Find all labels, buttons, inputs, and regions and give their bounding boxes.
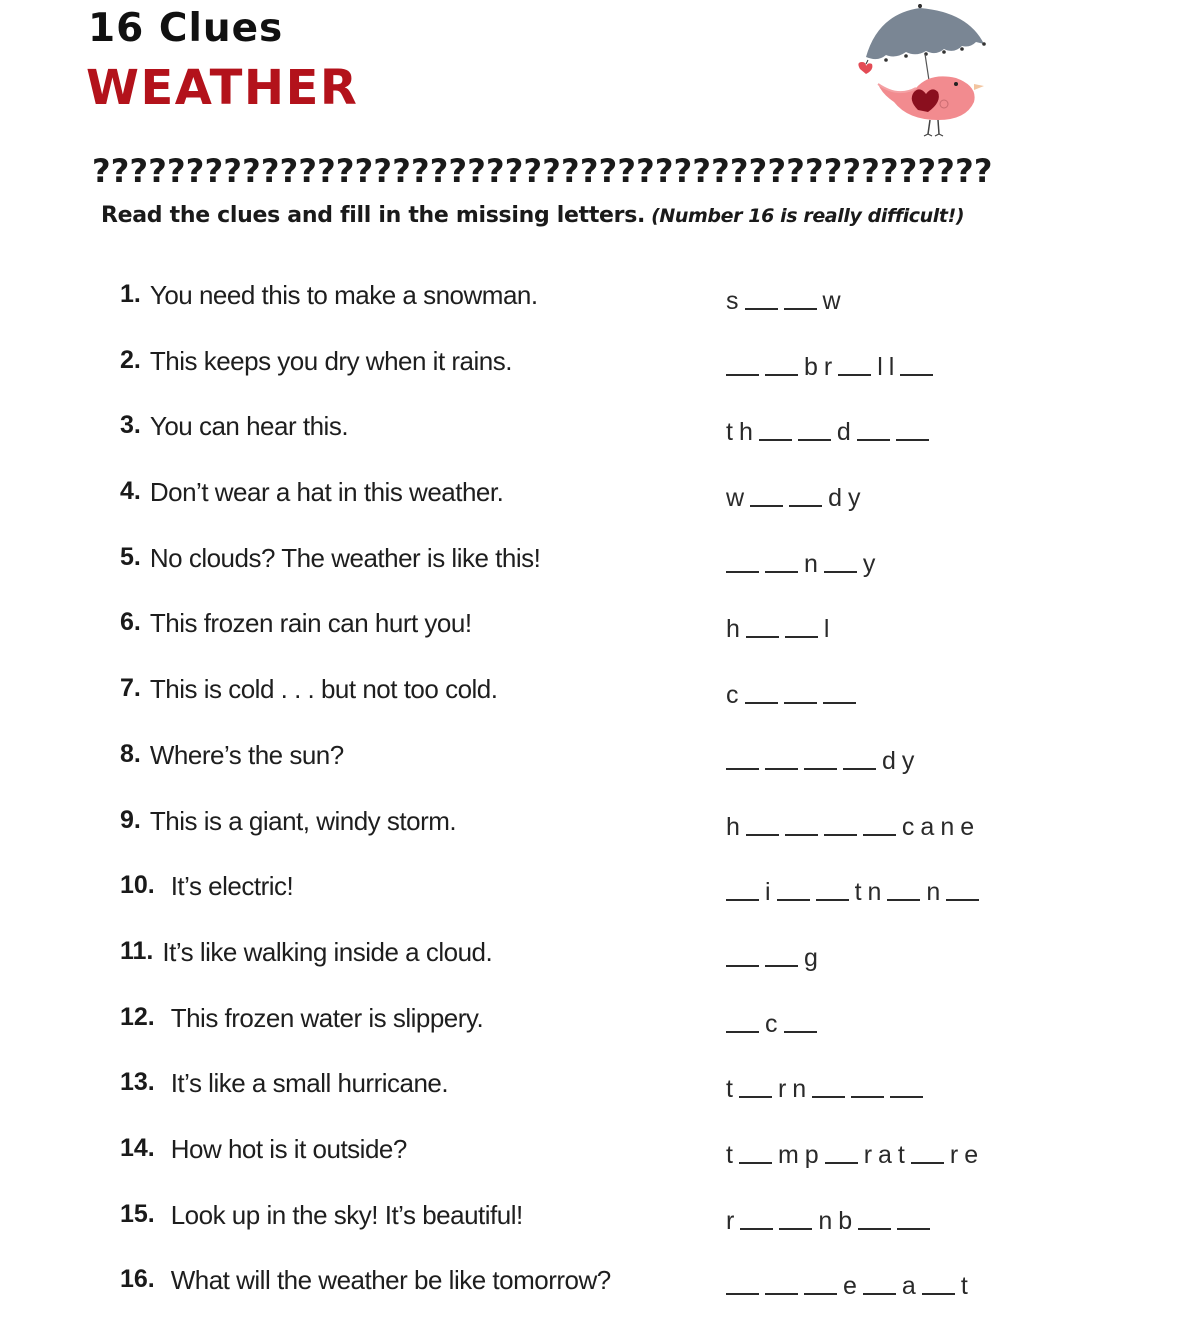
clue-number: 1. (120, 280, 141, 308)
given-letter: y (847, 484, 861, 513)
clue-text: It’s like a small hurricane. (170, 1068, 449, 1099)
letter-blank[interactable] (825, 1162, 858, 1164)
given-letter: b (838, 1206, 853, 1235)
letter-blank[interactable] (911, 1162, 944, 1164)
letter-blank[interactable] (765, 1293, 798, 1295)
letter-blank[interactable] (765, 768, 798, 770)
letter-blank[interactable] (784, 1031, 817, 1033)
given-letter: r (726, 1206, 735, 1235)
letter-blank[interactable] (890, 1096, 923, 1098)
answer-word (723, 1070, 926, 1104)
letter-blank[interactable] (824, 571, 857, 573)
letter-blank[interactable] (812, 1096, 845, 1098)
given-letter: e (843, 1272, 857, 1301)
letter-blank[interactable] (897, 1228, 930, 1230)
letter-blank[interactable] (739, 1162, 772, 1164)
given-letter: r (949, 1140, 959, 1169)
answer-word (723, 873, 982, 907)
letter-blank[interactable] (765, 374, 798, 376)
instructions-text: Read the clues and fill in the missing letters. (101, 203, 646, 228)
clue-row (120, 477, 1120, 543)
given-letter: t (726, 418, 733, 447)
given-letter: n (867, 878, 882, 907)
given-letter: w (822, 287, 841, 315)
answer-word (723, 1202, 933, 1236)
clue-text: You can hear this. (149, 411, 349, 442)
letter-blank[interactable] (745, 308, 778, 310)
letter-blank[interactable] (784, 702, 817, 704)
given-letter: c (901, 812, 915, 841)
letter-blank[interactable] (789, 505, 822, 507)
letter-blank[interactable] (838, 374, 871, 376)
letter-blank[interactable] (765, 965, 798, 967)
question-mark-divider: ???????????????????????????????????????????????? (92, 152, 993, 190)
given-letter: r (863, 1140, 873, 1169)
clue-row (120, 1200, 1120, 1266)
answer-word (723, 1136, 981, 1170)
clue-row (120, 740, 1120, 806)
clue-text: Don’t wear a hat in this weather. (149, 477, 504, 508)
clue-row (120, 543, 1120, 609)
clue-text: No clouds? The weather is like this! (149, 542, 541, 573)
given-letter: l (877, 352, 883, 381)
letter-blank[interactable] (785, 636, 818, 638)
given-letter: l (823, 615, 830, 644)
given-letter: w (726, 484, 745, 513)
given-letter: d (828, 484, 842, 513)
letter-blank[interactable] (851, 1096, 884, 1098)
given-letter: l (888, 352, 895, 381)
letter-blank[interactable] (746, 834, 779, 836)
clue-number: 5. (120, 542, 141, 571)
clue-row (120, 1265, 1120, 1331)
clue-number: 9. (120, 805, 141, 834)
letter-blank[interactable] (887, 899, 920, 901)
given-letter: e (960, 812, 975, 841)
letter-blank[interactable] (843, 768, 876, 770)
clue-text: This keeps you dry when it rains. (149, 345, 512, 376)
letter-blank[interactable] (726, 768, 759, 770)
answer-word (723, 479, 863, 513)
given-letter: c (726, 681, 739, 710)
letter-blank[interactable] (857, 439, 890, 441)
answer-word (723, 676, 859, 710)
letter-blank[interactable] (779, 1228, 812, 1230)
given-letter: e (964, 1140, 979, 1169)
given-letter: n (818, 1206, 833, 1235)
clue-text: This is cold . . . but not too cold. (149, 674, 498, 705)
letter-blank[interactable] (726, 374, 759, 376)
given-letter: b (804, 352, 818, 381)
given-letter: c (765, 1009, 778, 1038)
given-letter: a (901, 1272, 916, 1301)
worksheet-subtitle: 16 Clues (88, 6, 284, 51)
letter-blank[interactable] (823, 702, 856, 704)
clue-text: This frozen water is slippery. (170, 1002, 484, 1033)
letter-blank[interactable] (858, 1228, 891, 1230)
clue-number: 8. (120, 739, 141, 768)
letter-blank[interactable] (745, 702, 778, 704)
clue-text: Where’s the sun? (149, 739, 344, 770)
given-letter: i (765, 878, 771, 907)
clue-text: What will the weather be like tomorrow? (170, 1265, 611, 1296)
letter-blank[interactable] (946, 899, 979, 901)
answer-word (723, 610, 832, 644)
given-letter: y (862, 549, 876, 578)
letter-blank[interactable] (739, 1096, 772, 1098)
clue-text: Look up in the sky! It’s beautiful! (170, 1199, 523, 1230)
letter-blank[interactable] (765, 571, 798, 573)
answer-word (723, 1267, 971, 1301)
given-letter: p (804, 1140, 819, 1169)
answer-word (723, 545, 878, 579)
given-letter: t (726, 1140, 733, 1169)
letter-blank[interactable] (726, 965, 759, 967)
clue-row (120, 608, 1120, 674)
letter-blank[interactable] (750, 505, 783, 507)
given-letter: t (960, 1272, 968, 1301)
given-letter: d (836, 418, 851, 447)
clue-row (120, 411, 1120, 477)
letter-blank[interactable] (785, 834, 818, 836)
letter-blank[interactable] (746, 636, 779, 638)
answer-word (723, 282, 844, 316)
letter-blank[interactable] (804, 768, 837, 770)
letter-blank[interactable] (726, 1031, 759, 1033)
letter-blank[interactable] (784, 308, 817, 310)
given-letter: n (804, 549, 818, 578)
clue-row (120, 1134, 1120, 1200)
clue-row (120, 346, 1120, 412)
letter-blank[interactable] (759, 439, 792, 441)
answer-word (723, 939, 821, 973)
clue-number: 14. (120, 1133, 162, 1162)
answer-word (723, 348, 936, 382)
clue-number: 2. (120, 345, 141, 374)
letter-blank[interactable] (824, 834, 857, 836)
clue-row (120, 674, 1120, 740)
clue-number: 10. (120, 871, 162, 900)
letter-blank[interactable] (900, 374, 933, 376)
clue-row (120, 1068, 1120, 1134)
clue-number: 4. (120, 477, 141, 506)
letter-blank[interactable] (798, 439, 831, 441)
given-letter: n (926, 878, 941, 907)
given-letter: n (940, 812, 955, 841)
clue-number: 3. (120, 411, 141, 440)
clue-text: It’s like walking inside a cloud. (162, 936, 493, 967)
answer-word (723, 413, 932, 447)
worksheet-title: WEATHER (86, 60, 359, 116)
given-letter: a (920, 812, 935, 841)
instructions-note: (Number 16 is really difficult!) (651, 205, 965, 227)
bird-umbrella-illustration (838, 2, 988, 142)
clue-row (120, 937, 1120, 1003)
given-letter: n (792, 1075, 807, 1104)
letter-blank[interactable] (896, 439, 929, 441)
given-letter: d (882, 746, 896, 775)
given-letter: t (854, 878, 862, 907)
given-letter: r (777, 1075, 787, 1104)
clue-number: 15. (120, 1199, 162, 1228)
given-letter: g (804, 943, 818, 972)
clue-number: 11. (120, 936, 154, 965)
clue-row (120, 806, 1120, 872)
clue-list (120, 280, 1120, 1331)
bird-with-umbrella-icon (838, 2, 988, 142)
letter-blank[interactable] (777, 899, 810, 901)
letter-blank[interactable] (863, 834, 896, 836)
clue-text: You need this to make a snowman. (149, 280, 538, 310)
letter-blank[interactable] (726, 899, 759, 901)
given-letter: s (726, 287, 739, 315)
given-letter: r (823, 352, 833, 381)
clue-text: This is a giant, windy storm. (149, 805, 457, 836)
instructions (101, 203, 964, 228)
letter-blank[interactable] (726, 1293, 759, 1295)
clue-row (120, 280, 1120, 346)
clue-text: This frozen rain can hurt you! (149, 608, 472, 639)
clue-text: How hot is it outside? (170, 1133, 407, 1164)
given-letter: h (726, 615, 740, 644)
clue-row (120, 871, 1120, 937)
answer-word (723, 808, 977, 842)
clue-text: It’s electric! (170, 871, 294, 902)
given-letter: a (878, 1140, 892, 1169)
letter-blank[interactable] (816, 899, 849, 901)
clue-number: 13. (120, 1068, 162, 1097)
given-letter: m (777, 1140, 799, 1169)
clue-number: 7. (120, 674, 141, 703)
given-letter: t (897, 1140, 905, 1169)
answer-word (723, 1005, 820, 1039)
given-letter: t (726, 1075, 733, 1104)
clue-number: 12. (120, 1002, 162, 1031)
letter-blank[interactable] (922, 1293, 955, 1295)
letter-blank[interactable] (740, 1228, 773, 1230)
clue-number: 6. (120, 608, 141, 637)
clue-row (120, 1003, 1120, 1069)
clue-number: 16. (120, 1265, 162, 1294)
answer-word (723, 742, 917, 776)
given-letter: h (726, 812, 740, 841)
given-letter: y (901, 746, 915, 775)
given-letter: h (738, 418, 753, 447)
letter-blank[interactable] (726, 571, 759, 573)
letter-blank[interactable] (863, 1293, 896, 1295)
letter-blank[interactable] (804, 1293, 837, 1295)
